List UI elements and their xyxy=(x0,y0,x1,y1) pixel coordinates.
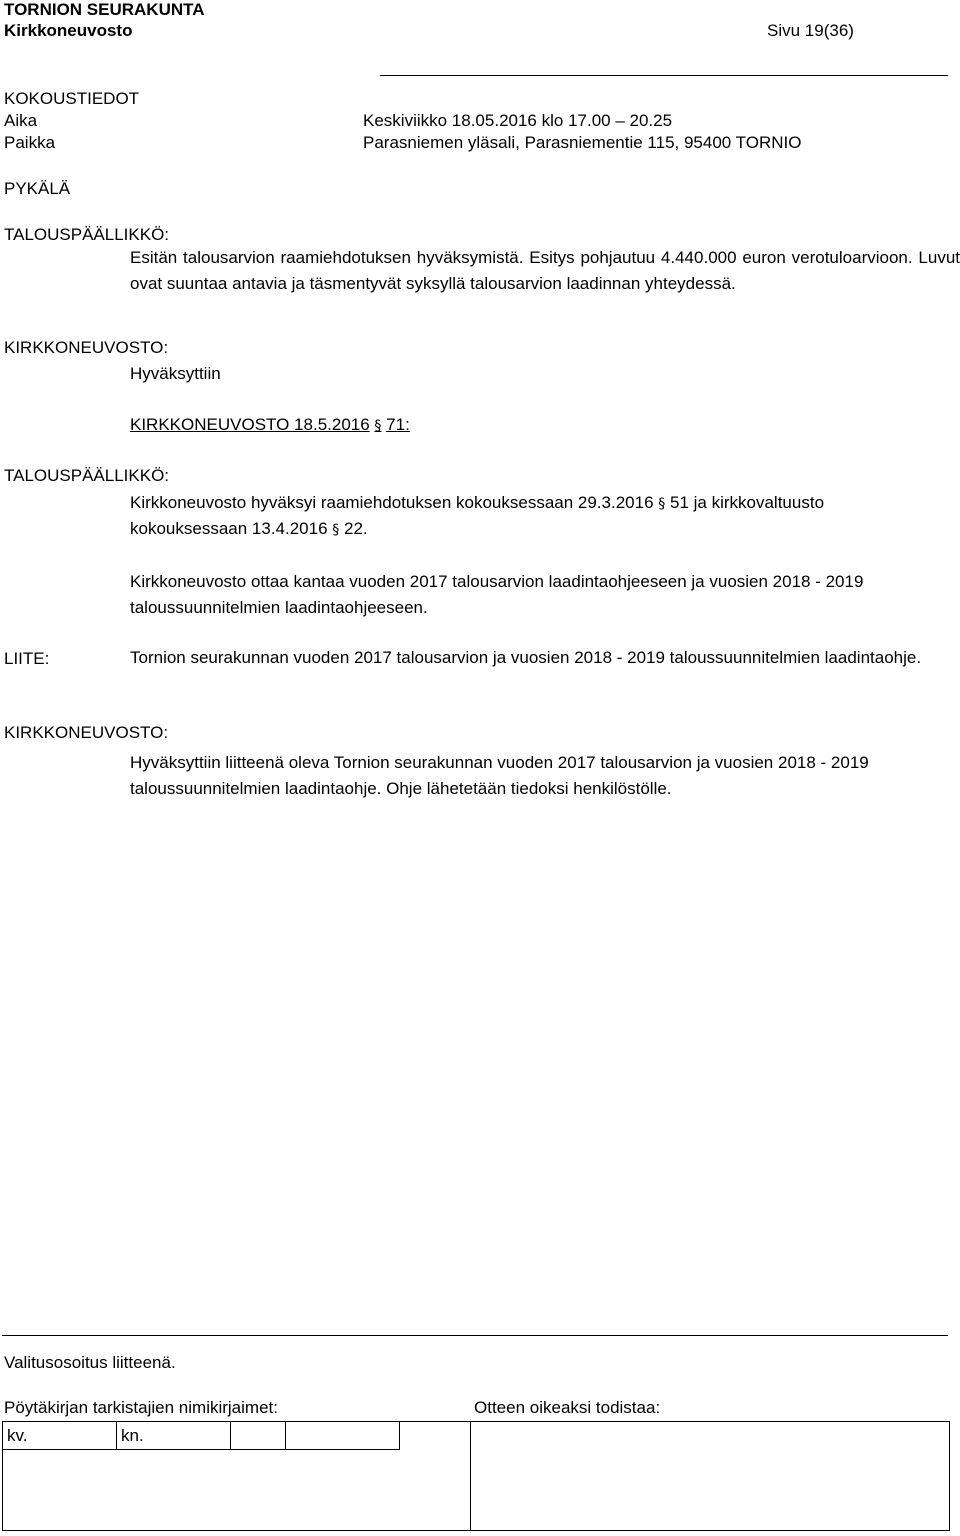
text-part: kokouksessaan 13.4.2016 xyxy=(130,519,328,538)
gap-cell xyxy=(400,1422,471,1450)
church-council-label-2: KIRKKONEUVOSTO: xyxy=(4,723,169,742)
finance-manager-proposal: Esitän talousarvion raamiehdotuksen hyväksymistä. Esitys pohjautuu 4.440.000 euron verotuloarvioon. Luvut ovat suuntaa antavia ja täsmentyvät syksyllä talousarvion laadinnan yhteydessä. xyxy=(130,248,960,293)
finance-manager-text-2: Kirkkoneuvosto ottaa kantaa vuoden 2017 talousarvion laadintaohjeeseen ja vuosien 2018 - 2019 taloussuunnitelmien laadintaohjeeseen. xyxy=(130,572,864,617)
initials-cell xyxy=(231,1422,286,1450)
church-council-decision-2: Hyväksyttiin liitteenä oleva Tornion seurakunnan vuoden 2017 talousarvion ja vuosien 2018 - 2019 taloussuunnitelmien laadintaohje. Ohje lähetetään tiedoksi henkilöstölle. xyxy=(130,753,869,798)
reviewers-label: Pöytäkirjan tarkistajien nimikirjaimet: xyxy=(4,1398,278,1417)
reference-heading-date: KIRKKONEUVOSTO 18.5.2016 xyxy=(130,415,370,434)
section-sign: § xyxy=(374,418,382,434)
section-sign: § xyxy=(332,522,340,538)
church-council-label: KIRKKONEUVOSTO: xyxy=(4,338,169,357)
time-value: Keskiviikko 18.05.2016 klo 17.00 – 20.25 xyxy=(363,111,673,130)
meeting-info-title: KOKOUSTIEDOT xyxy=(4,89,140,108)
finance-manager-text-line1 xyxy=(130,493,824,513)
reference-heading-number: 71: xyxy=(386,415,410,434)
initials-cell xyxy=(286,1422,400,1450)
appeal-notice: Valitusosoitus liitteenä. xyxy=(4,1353,176,1372)
church-council-decision: Hyväksyttiin xyxy=(130,364,221,383)
footer-divider xyxy=(2,1335,948,1336)
text-part: Kirkkoneuvosto hyväksyi raamiehdotuksen kokouksessaan 29.3.2016 xyxy=(130,493,654,512)
kv-initials-cell xyxy=(3,1422,117,1450)
page-number: Sivu 19(36) xyxy=(767,21,854,40)
finance-manager-label-2: TALOUSPÄÄLLIKKÖ: xyxy=(4,466,170,485)
attachment-label: LIITE: xyxy=(4,649,50,668)
finance-manager-text-line2 xyxy=(130,519,368,539)
finance-manager-label: TALOUSPÄÄLLIKKÖ: xyxy=(4,225,170,244)
certifier-label: Otteen oikeaksi todistaa: xyxy=(474,1398,661,1417)
signature-area xyxy=(3,1450,471,1531)
place-label: Paikka xyxy=(4,133,56,152)
time-label: Aika xyxy=(4,111,38,130)
kn-label: kn. xyxy=(121,1426,144,1445)
text-part: 51 ja kirkkovaltuusto xyxy=(670,493,825,512)
reference-heading xyxy=(130,415,410,435)
attachment-text: Tornion seurakunnan vuoden 2017 talousarvion ja vuosien 2018 - 2019 taloussuunnitelmien laadintaohje. xyxy=(130,648,922,667)
kv-label: kv. xyxy=(7,1426,28,1445)
section-label: PYKÄLÄ xyxy=(4,179,71,198)
organization-name: TORNION SEURAKUNTA xyxy=(4,0,205,19)
section-sign: § xyxy=(658,496,666,512)
header-divider xyxy=(380,75,948,76)
kn-initials-cell xyxy=(117,1422,231,1450)
signature-table xyxy=(2,1421,950,1531)
body-name: Kirkkoneuvosto xyxy=(4,21,133,40)
certification-cell xyxy=(471,1422,950,1531)
text-part: 22. xyxy=(344,519,368,538)
place-value: Parasniemen yläsali, Parasniementie 115, 95400 TORNIO xyxy=(363,133,802,152)
